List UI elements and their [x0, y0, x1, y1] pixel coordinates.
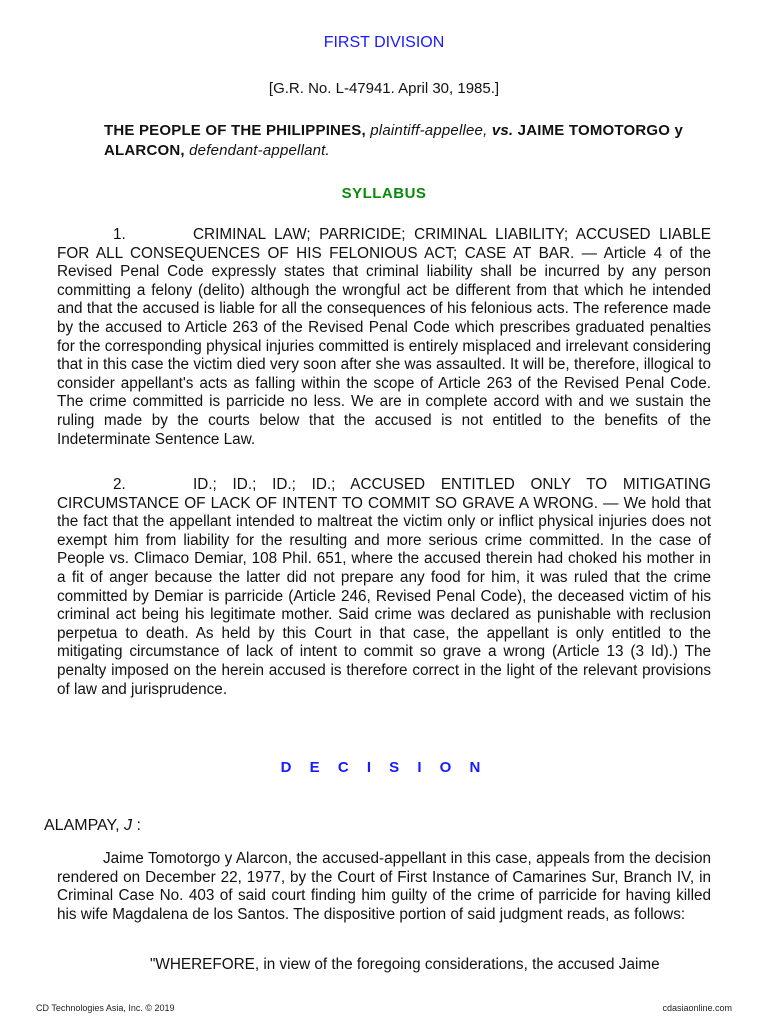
syllabus-item-number: 2.: [113, 476, 126, 493]
ponente-colon: :: [136, 817, 141, 834]
syllabus-item-text: CRIMINAL LAW; PARRICIDE; CRIMINAL LIABILITY; ACCUSED LIABLE FOR ALL CONSEQUENCES OF HIS FELONIOUS ACT; CASE AT BAR. — Article 4 of the Revised Penal Code expressly states that criminal liability shall be incurred by any person committing a felony (delito) although the wrongful act be different from that which he intended and that the accused is liable for all the consequences of his felonious acts. The reference made by the accused to Article 263 of the Revised Penal Code which prescribes graduated penalties for the corresponding physical injuries committed is entirely misplaced and irrelevant considering that in this case the victim died very soon after she was assaulted. It will be, therefore, illogical to consider appellant's acts as falling within the scope of Article 263 of the Revised Penal Code. The crime committed is parricide no less. We are in complete accord with and we sustain the ruling made by the courts below that the accused is not entitled to the benefits of the Indeterminate Sentence Law.: [57, 226, 711, 448]
ponente-suffix: J: [124, 817, 133, 834]
plaintiff-name: THE PEOPLE OF THE PHILIPPINES,: [104, 122, 366, 139]
footer-website: cdasiaonline.com: [662, 1003, 732, 1013]
ponente-name: ALAMPAY,: [44, 817, 120, 834]
syllabus-item-number: 1.: [113, 226, 126, 243]
defendant-name: JAIME TOMOTORGO y ALARCON,: [104, 122, 684, 159]
case-caption: [104, 121, 704, 161]
plaintiff-role: plaintiff-appellee,: [370, 122, 488, 139]
syllabus-item: [57, 226, 711, 449]
decision-paragraph: Jaime Tomotorgo y Alarcon, the accused-appellant in this case, appeals from the decision rendered on December 22, 1977, by the Court of First Instance of Camarines Sur, Branch IV, in Criminal Case No. 403 of said court finding him guilty of the crime of parricide for having killed his wife Magdalena de los Santos. The dispositive portion of said judgment reads, as follows:: [57, 850, 711, 923]
versus: vs.: [491, 122, 514, 139]
defendant-role: defendant-appellant.: [189, 142, 330, 159]
syllabus-heading: SYLLABUS: [341, 185, 427, 202]
syllabus-item-text: ID.; ID.; ID.; ID.; ACCUSED ENTITLED ONLY TO MITIGATING CIRCUMSTANCE OF LACK OF INTENT TO COMMIT SO GRAVE A WRONG. — We hold that the fact that the appellant intended to maltreat the victim only or inflict physical injuries does not exempt him from liability for the resulting and more serious crime committed. In the case of People vs. Climaco Demiar, 108 Phil. 651, where the accused therein had choked his mother in a fit of anger because the latter did not prepare any food for him, it was ruled that the crime committed by Demiar is parricide (Article 246, Revised Penal Code), the deceased victim of his criminal act being his legitimate mother. Said crime was declared as punishable with reclusion perpetua to death. As held by this Court in that case, the appellant is only entitled to the mitigating circumstance of lack of intent to commit so grave a wrong (Article 13 (3 Id).) The penalty imposed on the herein accused is therefore correct in the light of the relevant provisions of law and jurisprudence.: [57, 476, 711, 698]
quoted-judgment: "WHEREFORE, in view of the foregoing considerations, the accused Jaime: [150, 956, 660, 973]
syllabus-item: [57, 476, 711, 699]
ponente: [44, 817, 141, 835]
footer-copyright: CD Technologies Asia, Inc. © 2019: [36, 1003, 175, 1013]
decision-heading: D E C I S I O N: [280, 759, 488, 776]
case-number: [G.R. No. L-47941. April 30, 1985.]: [268, 80, 500, 97]
division-heading: FIRST DIVISION: [323, 34, 445, 51]
